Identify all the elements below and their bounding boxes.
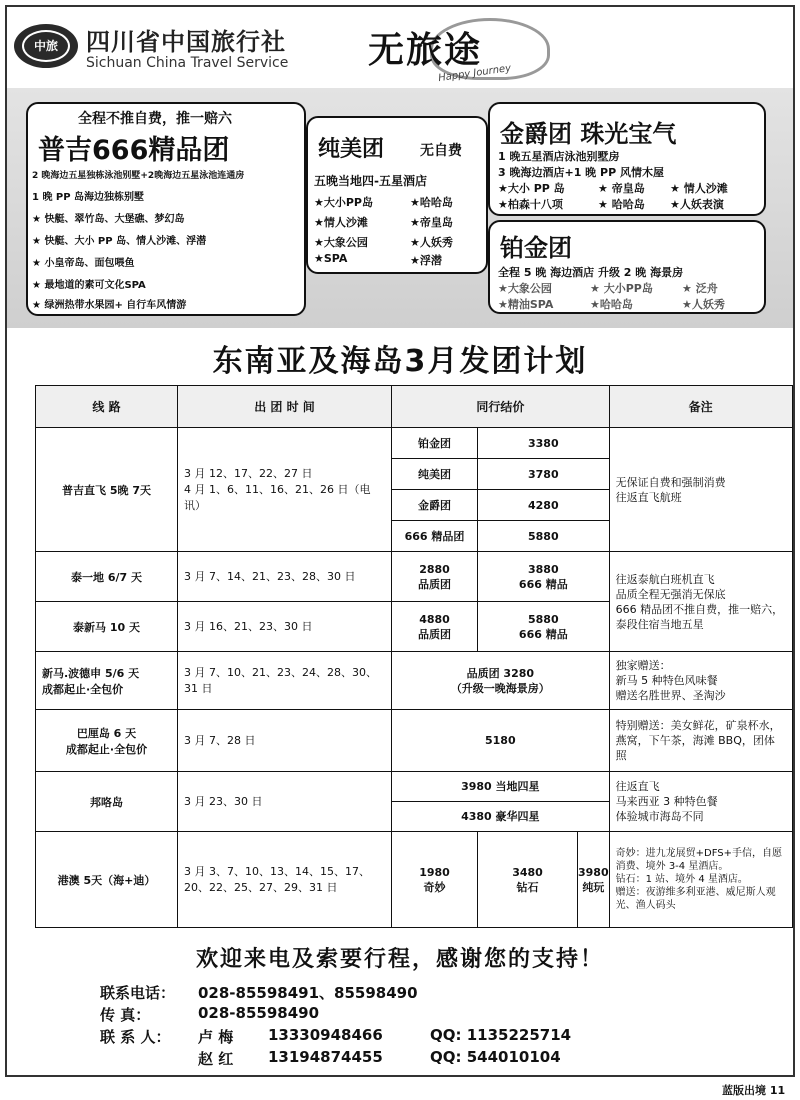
phone-label: 联系电话： xyxy=(100,984,176,1002)
package-price: 5880 xyxy=(478,521,610,552)
promo-line: 五晚当地四-五星酒店 xyxy=(314,174,427,188)
package-price: 4280 xyxy=(478,490,610,521)
table-row xyxy=(36,552,793,602)
promo-title: 铂金团 xyxy=(500,234,572,262)
promo-item: ★ 小皇帝岛、面包喂鱼 xyxy=(32,258,135,269)
promo-title: 金爵团 珠光宝气 xyxy=(500,120,677,148)
route-cell: 邦咯岛 xyxy=(36,772,178,832)
package-price: 3380 xyxy=(478,428,610,459)
promo-item: ★哈哈岛 xyxy=(410,196,453,209)
note-cell: 无保证自费和强制消费 往返直飞航班 xyxy=(609,428,792,552)
price-cell: 5880 666 精品 xyxy=(478,602,610,652)
promo-title: 普吉666精品团 xyxy=(38,135,230,166)
company-logo-text: 中旅 xyxy=(22,30,70,62)
contact-qq: QQ: 1135225714 xyxy=(430,1026,572,1044)
promo-line: 1 晚五星酒店泳池别墅房 xyxy=(498,150,620,163)
promo-item: ★SPA xyxy=(314,252,348,265)
promo-item: ★情人沙滩 xyxy=(314,216,368,229)
price-cell: 3480 钻石 xyxy=(478,832,578,928)
col-header-price: 同行结价 xyxy=(392,386,610,428)
price-cell: 3880 666 精品 xyxy=(478,552,610,602)
brand-slogan: Happy Journey xyxy=(437,62,512,85)
contact-label: 联 系 人： xyxy=(100,1028,171,1046)
company-name-en: Sichuan China Travel Service xyxy=(86,55,289,71)
note-cell: 奇妙：进九龙展贸+DFS+手信，自愿消费、境外 3-4 星酒店。 钻石：1 站、境外 4 星酒店。 赠送：夜游维多利亚港、威尼斯人观光、渔人码头 xyxy=(609,832,792,928)
promo-item: ★大象公园 xyxy=(498,282,552,295)
note-cell: 往返直飞 马来西亚 3 种特色餐 体验城市海岛不同 xyxy=(609,772,792,832)
promo-title: 纯美团 xyxy=(318,137,385,162)
promo-item: ★哈哈岛 xyxy=(590,298,633,311)
note-cell: 往返泰航白班机直飞 品质全程无强消无保底 666 精品团不推自费，推一赔六，泰段住宿当地五星 xyxy=(609,552,792,652)
table-header-row xyxy=(36,386,793,428)
promo-item: ★人妖秀 xyxy=(410,236,453,249)
company-logo xyxy=(14,24,78,68)
promo-line: 3 晚海边酒店+1 晚 PP 风情木屋 xyxy=(498,166,664,179)
promo-item: ★ 最地道的素可文化SPA xyxy=(32,280,146,291)
table-row xyxy=(36,652,793,710)
contact-phone[interactable]: 13194874455 xyxy=(268,1048,383,1066)
promo-line: 2 晚海边五星独栋泳池别墅+2晚海边五星泳池连通房 xyxy=(32,171,245,181)
promo-item: ★ 快艇、大小 PP 岛、情人沙滩、浮潜 xyxy=(32,236,207,247)
contact-phone[interactable]: 13330948466 xyxy=(268,1026,383,1044)
promo-box-jinjue xyxy=(488,102,766,216)
dates-cell: 3 月 7、28 日 xyxy=(178,710,392,772)
promo-item: ★ 哈哈岛 xyxy=(598,198,645,211)
promo-item: ★人妖表演 xyxy=(670,198,724,211)
table-row xyxy=(36,710,793,772)
promo-item: ★ 帝皇岛 xyxy=(598,182,645,195)
company-name-cn: 四川省中国旅行社 xyxy=(86,28,286,56)
promo-item: ★浮潜 xyxy=(410,254,442,267)
col-header-dates: 出 团 时 间 xyxy=(178,386,392,428)
promo-box-chunmei xyxy=(306,116,488,274)
promo-subtitle: 无自费 xyxy=(420,143,462,159)
package-name: 666 精品团 xyxy=(392,521,478,552)
fax-label: 传 真： xyxy=(100,1006,151,1024)
dates-cell: 3 月 16、21、23、30 日 xyxy=(178,602,392,652)
promo-item: ★精油SPA xyxy=(498,298,554,311)
package-name: 金爵团 xyxy=(392,490,478,521)
promo-box-puji xyxy=(26,102,306,316)
contact-qq: QQ: 544010104 xyxy=(430,1048,561,1066)
price-cell: 1980 奇妙 xyxy=(392,832,478,928)
price-cell: 5180 xyxy=(392,710,610,772)
route-cell: 巴厘岛 6 天 成都起止·全包价 xyxy=(36,710,178,772)
promo-item: ★ 快艇、翠竹岛、大堡礁、梦幻岛 xyxy=(32,214,185,225)
route-cell: 新马.波德申 5/6 天 成都起止·全包价 xyxy=(36,652,178,710)
dates-cell: 3 月 3、7、10、13、14、15、17、20、22、25、27、29、31 日 xyxy=(178,832,392,928)
fax-number: 028-85598490 xyxy=(198,1004,320,1022)
dates-cell: 3 月 23、30 日 xyxy=(178,772,392,832)
promo-item: ★人妖秀 xyxy=(682,298,725,311)
welcome-text: 欢迎来电及索要行程，感谢您的支持！ xyxy=(195,947,604,972)
promo-item: ★帝皇岛 xyxy=(410,216,453,229)
dates-cell: 3 月 7、10、21、23、24、28、30、31 日 xyxy=(178,652,392,710)
promo-item: ★大小 PP 岛 xyxy=(498,182,565,195)
table-row xyxy=(36,772,793,802)
route-cell: 泰一地 6/7 天 xyxy=(36,552,178,602)
promo-tag: 全程不推自费，推一赔六 xyxy=(78,111,232,127)
col-header-route: 线 路 xyxy=(36,386,178,428)
page-label: 蓝版出境 11 xyxy=(722,1084,786,1097)
price-cell: 3980 当地四星 xyxy=(392,772,610,802)
col-header-note: 备注 xyxy=(609,386,792,428)
schedule-table xyxy=(35,385,793,928)
price-cell: 4380 豪华四星 xyxy=(392,802,610,832)
route-cell: 普吉直飞 5晚 7天 xyxy=(36,428,178,552)
package-name: 铂金团 xyxy=(392,428,478,459)
package-name: 纯美团 xyxy=(392,459,478,490)
phone-number[interactable]: 028-85598491、85598490 xyxy=(198,984,418,1002)
promo-item: ★ 大小PP岛 xyxy=(590,282,653,295)
price-cell: 4880 品质团 xyxy=(392,602,478,652)
promo-item: ★ 绿洲热带水果园+ 自行车风情游 xyxy=(32,300,187,311)
contact-name: 赵 红 xyxy=(198,1050,234,1068)
promo-item: ★大象公园 xyxy=(314,236,368,249)
promo-line: 全程 5 晚 海边酒店 升级 2 晚 海景房 xyxy=(498,266,684,279)
dates-cell: 3 月 7、14、21、23、28、30 日 xyxy=(178,552,392,602)
note-cell: 特别赠送：美女鲜花，矿泉杯水，燕窝，下午茶，海滩 BBQ，团体照 xyxy=(609,710,792,772)
route-cell: 泰新马 10 天 xyxy=(36,602,178,652)
route-cell: 港澳 5天（海+迪） xyxy=(36,832,178,928)
contact-name: 卢 梅 xyxy=(198,1028,234,1046)
note-cell: 独家赠送： 新马 5 种特色风味餐 赠送名胜世界、圣淘沙 xyxy=(609,652,792,710)
price-cell: 2880 品质团 xyxy=(392,552,478,602)
table-row xyxy=(36,832,793,928)
table-row xyxy=(36,428,793,459)
price-cell: 3980 纯玩 xyxy=(578,832,610,928)
dates-cell: 3 月 12、17、22、27 日 4 月 1、6、11、16、21、26 日（电讯） xyxy=(178,428,392,552)
package-price: 3780 xyxy=(478,459,610,490)
promo-item: ★ 情人沙滩 xyxy=(670,182,728,195)
promo-item: ★大小PP岛 xyxy=(314,196,373,209)
promo-line: 1 晚 PP 岛海边独栋别墅 xyxy=(32,192,145,203)
price-cell: 品质团 3280 （升级一晚海景房） xyxy=(392,652,610,710)
promo-item: ★ 泛舟 xyxy=(682,282,718,295)
brand-logo: 无旅途 xyxy=(368,30,483,71)
page-title: 东南亚及海岛3月发团计划 xyxy=(212,344,588,379)
promo-item: ★柏森十八项 xyxy=(498,198,563,211)
promo-box-bojin xyxy=(488,220,766,314)
